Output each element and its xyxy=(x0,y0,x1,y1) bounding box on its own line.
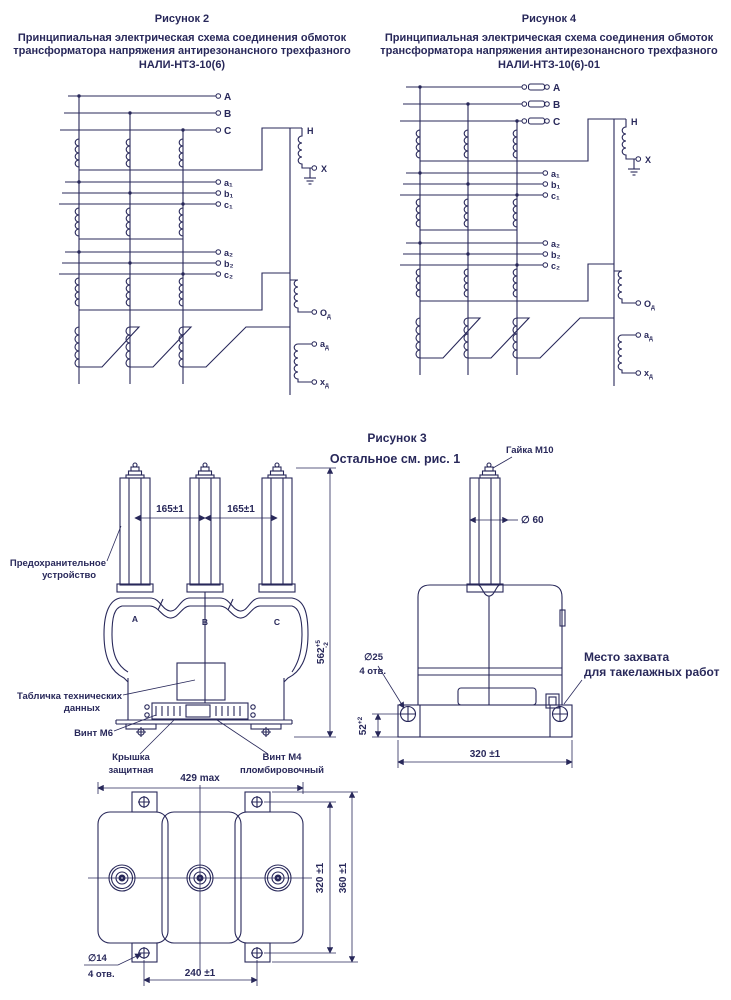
terminal-b: B xyxy=(553,100,561,111)
terminal-c2: c₂ xyxy=(224,270,234,280)
dim-165-left: 165±1 xyxy=(156,504,184,515)
terminal-strip xyxy=(145,703,255,719)
dim-429-text: 429 max xyxy=(180,773,220,784)
fuse-device-label2: устройство xyxy=(42,570,96,581)
terminal-c: C xyxy=(224,126,232,137)
side-view xyxy=(357,445,720,768)
secondary2-lines xyxy=(59,252,290,310)
zero-sequence-secondary-windings xyxy=(614,271,636,373)
terminal-h: Н xyxy=(631,117,638,127)
dim-14-holes: 4 отв. xyxy=(88,969,115,980)
figure2-caption-line: НАЛИ-НТЗ-10(6) xyxy=(138,58,226,71)
terminal-xd: $х_д$ xyxy=(644,368,653,380)
dim-429 xyxy=(98,773,303,794)
dim-320-side-text: 320 ±1 xyxy=(469,749,501,760)
dim-562-text: $562^{+5}-2$ xyxy=(315,639,330,665)
bottom-view xyxy=(84,785,358,986)
terminal-a1: a₁ xyxy=(224,178,233,188)
terminal-c1: c₁ xyxy=(551,191,560,201)
bottom-terminals xyxy=(88,785,312,970)
lifting-label-line2: для такелажных работ xyxy=(584,665,720,679)
figure2-schematic xyxy=(40,82,340,404)
screw-m4-label2: пломбировочный xyxy=(239,765,325,776)
figure4-caption-line: Принципиальная электрическая схема соединения обмоток xyxy=(384,31,714,44)
terminal-b1: b₁ xyxy=(224,189,234,199)
side-fuse-tower xyxy=(467,463,503,592)
fuse-tower-right xyxy=(259,463,295,592)
terminal-x: Х xyxy=(321,164,328,174)
fuse-device-label: Предохранительное xyxy=(9,558,106,569)
terminal-circles xyxy=(216,94,317,385)
fuse-tower-left xyxy=(117,463,153,592)
dim-25 xyxy=(359,652,404,708)
dim-320-bottom-text: 320 ±1 xyxy=(315,862,326,894)
terminal-b1: b₁ xyxy=(551,180,561,190)
primary-buses xyxy=(60,96,216,384)
terminal-ad: $а_д$ xyxy=(320,339,329,351)
front-view xyxy=(10,463,336,794)
figure3-note: Остальное см. рис. 1 xyxy=(329,452,461,466)
front-labels xyxy=(10,526,324,776)
dim-25-text2: ∅25 xyxy=(364,652,383,663)
figure4-caption-line: трансформатора напряжения антирезонансного трехфазного xyxy=(380,45,718,57)
terminal-od: $О_д$ xyxy=(320,308,331,320)
dim-60-text: ∅ 60 xyxy=(521,515,544,526)
dim-25-holes: 4 отв. xyxy=(359,666,386,677)
terminal-a2: a₂ xyxy=(551,239,561,249)
terminal-b2: b₂ xyxy=(551,250,561,260)
figure2-title: Рисунок 2 xyxy=(154,13,210,25)
terminal-od: $О_д$ xyxy=(644,299,655,311)
auxiliary-delta-windings xyxy=(416,318,614,358)
secondary1-lines xyxy=(400,173,543,230)
transformer-body-front xyxy=(104,592,308,720)
dim-320-side xyxy=(398,740,572,768)
lifting-label xyxy=(564,650,720,704)
dim-165-right: 165±1 xyxy=(227,504,255,515)
zero-sequence-hv-winding xyxy=(298,128,316,184)
dim-52-text: $52^{+2}$ xyxy=(357,716,369,736)
secondary1-lines xyxy=(59,182,216,239)
front-phase-a: А xyxy=(131,614,139,624)
dim-360-text: 360 ±1 xyxy=(338,862,349,894)
terminal-c2: c₂ xyxy=(551,261,561,271)
terminal-a: A xyxy=(553,83,561,94)
screw-m4-label: Винт М4 xyxy=(262,752,302,763)
terminal-a: A xyxy=(224,92,232,103)
terminal-h: Н xyxy=(307,126,314,136)
nameplate-label: Табличка технических xyxy=(16,691,122,702)
nut-m10-label: Гайка М10 xyxy=(506,445,554,456)
terminal-b: B xyxy=(224,109,232,120)
terminal-a2: a₂ xyxy=(224,248,234,258)
figure2-caption-line: трансформатора напряжения антирезонансного трехфазного xyxy=(13,45,351,57)
figure3-title: Рисунок 3 xyxy=(367,431,427,445)
terminal-c: C xyxy=(553,117,561,128)
hv-windings-row1 xyxy=(75,128,302,395)
figure4-caption-line: НАЛИ-НТЗ-10(6)-01 xyxy=(497,58,601,71)
fuses xyxy=(522,84,549,124)
lifting-label-line1: Место захвата xyxy=(584,650,670,664)
terminal-x: Х xyxy=(645,155,652,165)
screw-m6-label: Винт М6 xyxy=(74,728,113,739)
nameplate xyxy=(177,663,225,700)
secondary2-lines xyxy=(400,243,614,301)
figure3-drawing xyxy=(0,420,731,1000)
terminal-xd: $х_д$ xyxy=(320,377,329,389)
nameplate-label2: данных xyxy=(63,703,100,714)
transformer-body-side xyxy=(418,585,565,705)
terminal-b2: b₂ xyxy=(224,259,234,269)
dim-165 xyxy=(135,504,277,518)
dim-52 xyxy=(357,714,400,737)
hv-windings-row1 xyxy=(416,119,626,386)
terminal-a1: a₁ xyxy=(551,169,560,179)
front-phase-c: С xyxy=(273,617,281,627)
figure4-schematic xyxy=(398,73,731,395)
figure2-caption-line: Принципиальная электрическая схема соединения обмоток xyxy=(17,31,347,44)
dim-240-text: 240 ±1 xyxy=(184,968,216,979)
figure4-title: Рисунок 4 xyxy=(521,13,577,25)
front-phase-b: В xyxy=(201,617,209,627)
cover-label: Крышка xyxy=(112,752,150,763)
figure4-caption xyxy=(371,13,727,72)
zero-sequence-hv-winding xyxy=(622,119,640,175)
dim-60 xyxy=(470,515,544,526)
cover-label2: защитная xyxy=(108,765,154,776)
terminal-ad: $а_д$ xyxy=(644,330,653,342)
fuse-tower-middle xyxy=(187,463,223,592)
terminal-c1: c₁ xyxy=(224,200,233,210)
dim-14-text: ∅14 xyxy=(88,953,107,964)
zero-sequence-secondary-windings xyxy=(290,280,312,382)
side-base xyxy=(398,694,572,737)
base-and-feet xyxy=(116,720,292,737)
junction-dots xyxy=(77,94,184,275)
figure2-caption xyxy=(4,13,360,72)
dim-240 xyxy=(144,960,257,986)
